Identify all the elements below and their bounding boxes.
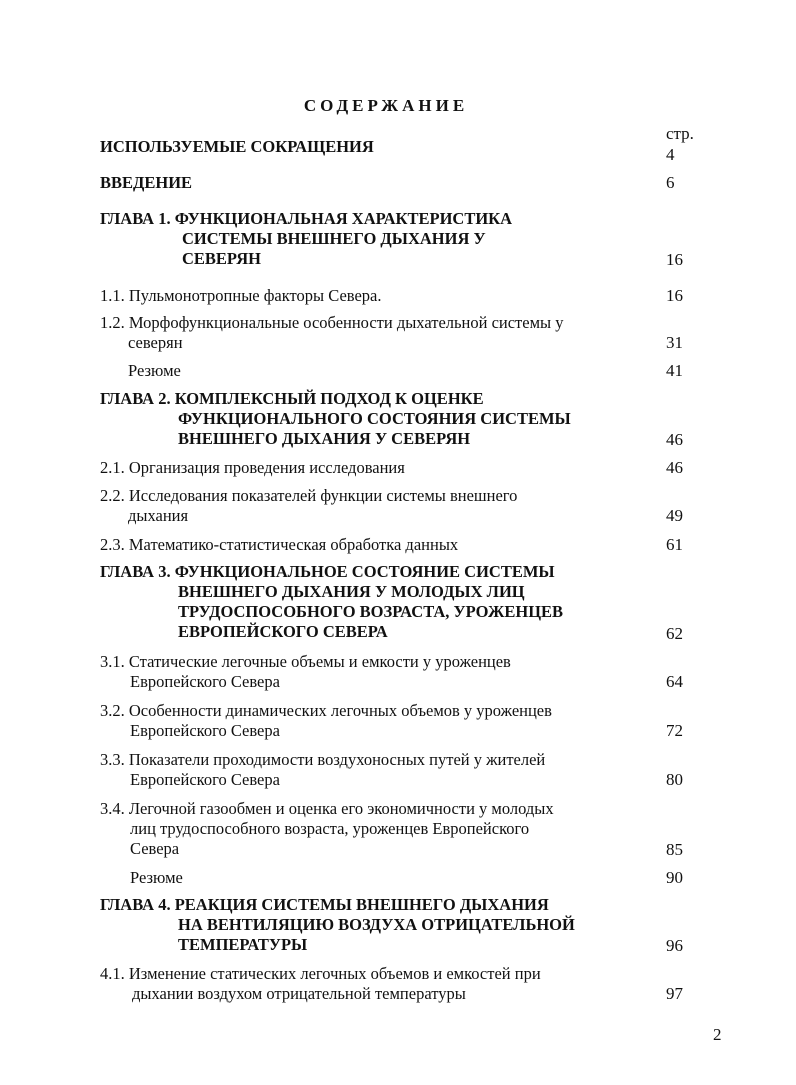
page-title: СОДЕРЖАНИЕ [303,96,469,115]
toc-entry-text: 4.1. Изменение статических легочных объемов и емкостей при дыхании воздухом отрицательной температуры [100,964,541,1003]
toc-entry-text: 3.4. Легочной газообмен и оценка его экономичности у молодых лиц трудоспособного возраста, уроженцев Европейского Севера [100,799,554,858]
toc-entry-text: 3.2. Особенности динамических легочных объемов у уроженцев Европейского Севера [100,701,552,740]
toc-entry-page: 64 [666,672,683,691]
toc-entry-text: ИСПОЛЬЗУЕМЫЕ СОКРАЩЕНИЯ [100,137,374,156]
toc-entry-page: 41 [666,361,683,380]
toc-entry-page: 31 [666,333,683,352]
toc-entry-page: 61 [666,535,683,554]
page-column-label: стр. [666,124,694,143]
toc-entry-text: 2.2. Исследования показателей функции системы внешнего дыхания [100,486,518,525]
page-number: 2 [713,1025,722,1044]
toc-entry-page: 62 [666,624,683,643]
toc-entry-page: 16 [666,250,683,269]
toc-entry-text: Резюме [130,868,183,887]
toc-entry-text: 3.3. Показатели проходимости воздухоносных путей у жителей Европейского Севера [100,750,546,789]
toc-entry-page: 46 [666,458,683,477]
toc-entry-page: 72 [666,721,683,740]
toc-entry-text: 3.1. Статические легочные объемы и емкости у уроженцев Европейского Севера [100,652,511,691]
toc-entry-page: 4 [666,145,675,164]
toc-entry-page: 6 [666,173,675,192]
toc-entry-page: 16 [666,286,683,305]
toc-entry-page: 80 [666,770,683,789]
toc-entry-text: ВВЕДЕНИЕ [100,173,193,192]
toc-entry-text: 2.3. Математико-статистическая обработка данных [100,535,459,554]
toc-entry-text: 2.1. Организация проведения исследования [100,458,405,477]
toc-entry-text: ГЛАВА 3. ФУНКЦИОНАЛЬНОЕ СОСТОЯНИЕ СИСТЕМЫ ВНЕШНЕГО ДЫХАНИЯ У МОЛОДЫХ ЛИЦ ТРУДОСПОСОБНОГО ВОЗРАСТА, УРОЖЕНЦЕВ ЕВРОПЕЙСКОГО СЕВЕРА [100,562,564,641]
toc-entry-page: 46 [666,430,683,449]
toc-entry-text: 1.1. Пульмонотропные факторы Севера. [100,286,382,305]
toc-entry-text: Резюме [128,361,181,380]
toc-entry-text: ГЛАВА 1. ФУНКЦИОНАЛЬНАЯ ХАРАКТЕРИСТИКА СИСТЕМЫ ВНЕШНЕГО ДЫХАНИЯ У СЕВЕРЯН [100,209,513,268]
toc-entry-page: 49 [666,506,683,525]
toc-entry-page: 90 [666,868,683,887]
toc-entry-text: ГЛАВА 4. РЕАКЦИЯ СИСТЕМЫ ВНЕШНЕГО ДЫХАНИЯ НА ВЕНТИЛЯЦИЮ ВОЗДУХА ОТРИЦАТЕЛЬНОЙ ТЕМПЕРАТУРЫ [100,895,575,954]
toc-entry-page: 96 [666,936,683,955]
toc-entry-page: 97 [666,984,683,1003]
toc-entry-text: ГЛАВА 2. КОМПЛЕКСНЫЙ ПОДХОД К ОЦЕНКЕ ФУНКЦИОНАЛЬНОГО СОСТОЯНИЯ СИСТЕМЫ ВНЕШНЕГО ДЫХАНИЯ У СЕВЕРЯН [100,389,571,448]
toc-entry-text: 1.2. Морфофункциональные особенности дыхательной системы у северян [100,313,564,352]
toc-entry-page: 85 [666,840,683,859]
